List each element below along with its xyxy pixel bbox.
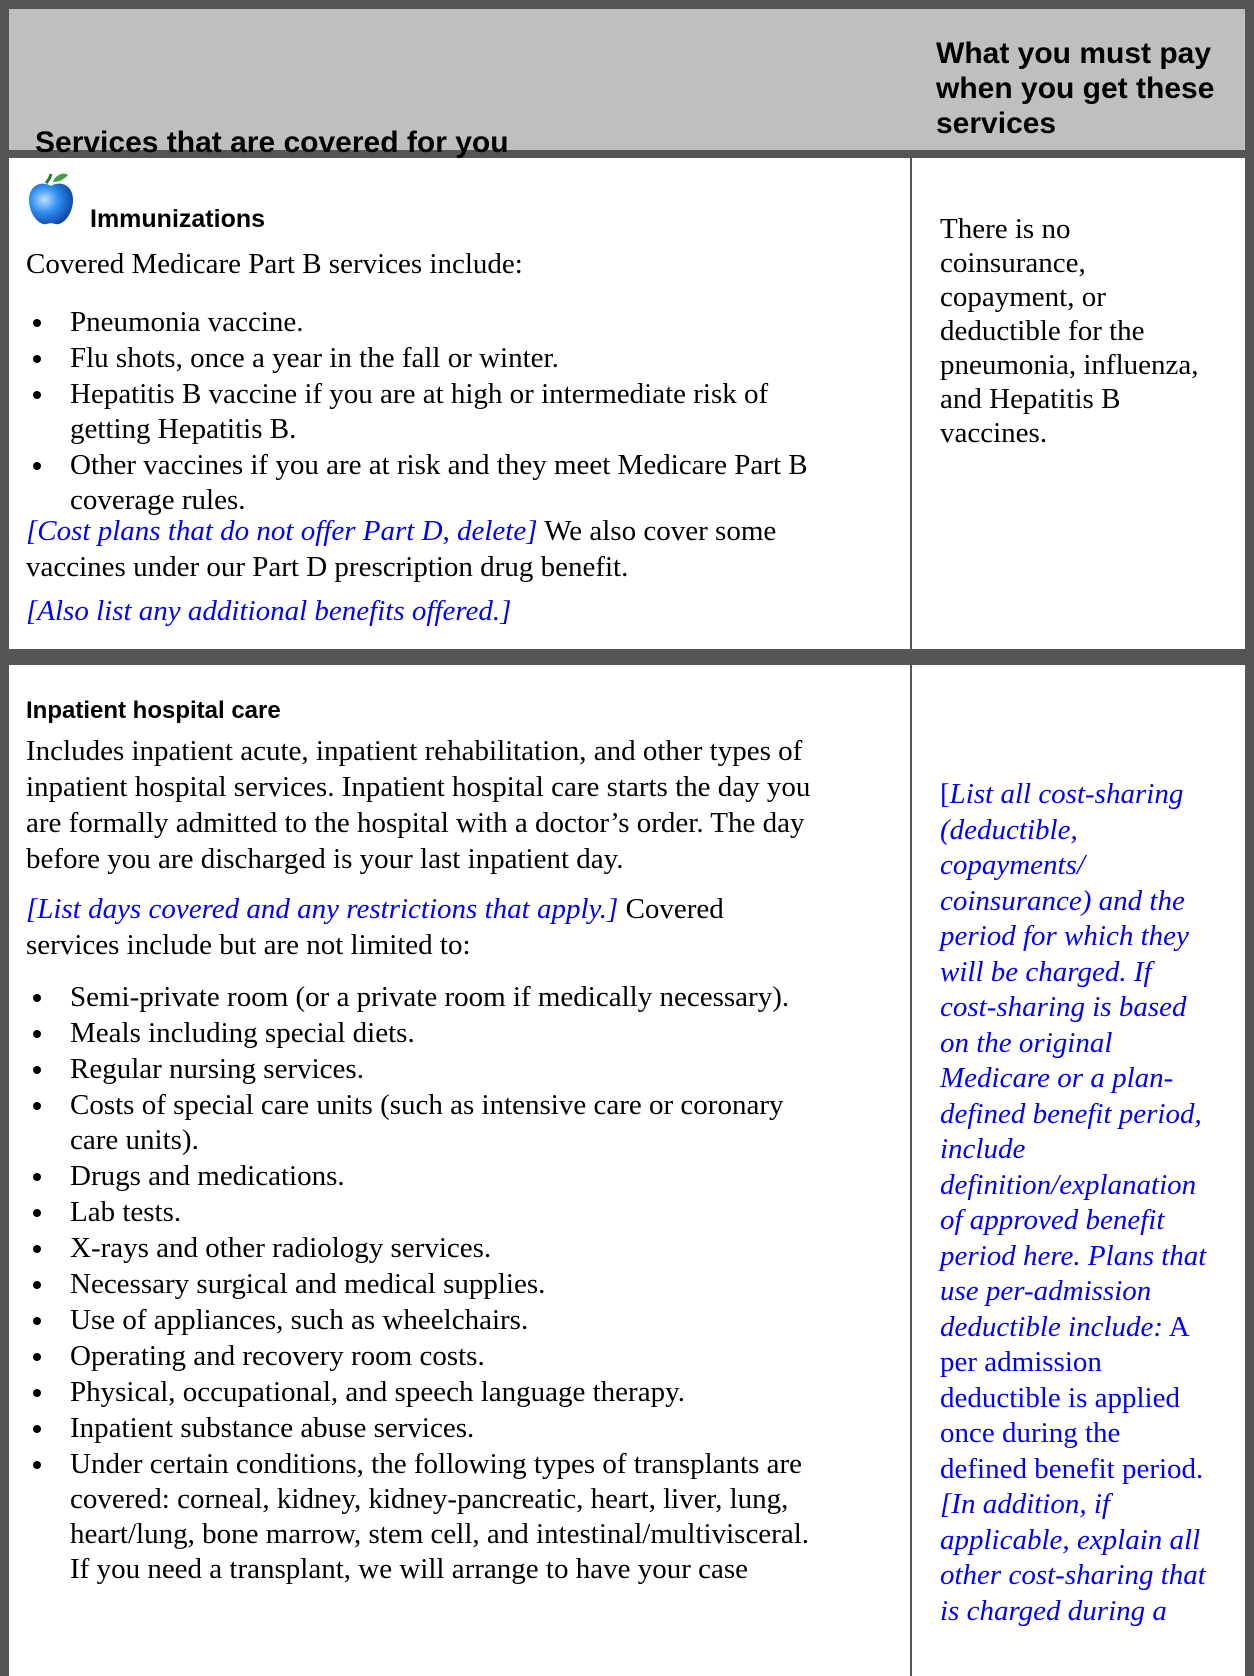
payment-line	[940, 1310, 1206, 1346]
bullet-dot	[33, 319, 41, 327]
payment-line: cost-sharing is based	[940, 991, 1187, 1023]
payment-line: per admission	[940, 1346, 1102, 1378]
payment-instruction: List all cost-sharing	[949, 778, 1184, 810]
immunizations-bullet: Other vaccines if you are at risk and they meet Medicare Part B	[70, 449, 808, 481]
bullet-dot	[33, 1102, 41, 1110]
payment-line: use per-admission	[940, 1275, 1152, 1307]
header-payment-line: What you must pay	[936, 37, 1212, 70]
inpatient-heading: Inpatient hospital care	[26, 697, 281, 724]
payment-line: period for which they	[940, 920, 1189, 952]
payment-line: on the original	[940, 1026, 1113, 1059]
payment-line: Medicare or a plan-	[940, 1062, 1174, 1094]
inpatient-bullet: Lab tests.	[70, 1196, 182, 1228]
payment-line: copayments/	[940, 849, 1085, 881]
part-d-note-instruction: [Cost plans that do not offer Part D, delete]	[26, 515, 538, 547]
inpatient-bullet: Use of appliances, such as wheelchairs.	[70, 1304, 529, 1336]
payment-text: A	[1163, 1310, 1190, 1343]
header-services-label: Services that are covered for you	[35, 126, 509, 159]
inpatient-bullet: Costs of special care units (such as intensive care or coronary	[70, 1089, 784, 1121]
immunizations-bullet-cont: coverage rules.	[70, 484, 246, 516]
inpatient-bullet: X-rays and other radiology services.	[70, 1232, 492, 1264]
bullet-dot	[33, 1066, 41, 1074]
immunizations-bullet-cont: getting Hepatitis B.	[70, 413, 297, 445]
part-d-note-cont: vaccines under our Part D prescription drug benefit.	[26, 551, 629, 583]
bullet-dot	[33, 1173, 41, 1181]
payment-line: is charged during a	[940, 1594, 1167, 1627]
inpatient-list-intro	[26, 891, 724, 927]
bullet-dot	[33, 1209, 41, 1217]
part-d-note-text: We also cover some	[537, 515, 777, 547]
payment-line: of approved benefit	[940, 1204, 1165, 1236]
header-payment-line: when you get these	[936, 72, 1215, 105]
payment-line: deductible for the	[940, 315, 1145, 347]
immunizations-intro: Covered Medicare Part B services include:	[26, 248, 523, 280]
payment-line: defined benefit period.	[940, 1452, 1204, 1485]
payment-line: applicable, explain all	[940, 1523, 1201, 1556]
bullet-dot	[33, 1245, 41, 1253]
inpatient-bullet: Necessary surgical and medical supplies.	[70, 1268, 546, 1300]
inpatient-bullet-cont: covered: corneal, kidney, kidney-pancreatic, heart, liver, lung,	[70, 1483, 789, 1515]
row-separator	[9, 649, 1245, 665]
inpatient-bullet: Under certain conditions, the following types of transplants are	[70, 1448, 803, 1480]
inpatient-bullet: Regular nursing services.	[70, 1053, 364, 1085]
immunizations-bullet: Pneumonia vaccine.	[70, 306, 304, 338]
bullet-dot	[33, 1425, 41, 1433]
additional-benefits-note: [Also list any additional benefits offered.]	[26, 595, 512, 627]
payment-line: other cost-sharing that	[940, 1559, 1206, 1591]
description-line: are formally admitted to the hospital with a doctor’s order. The day	[26, 807, 805, 839]
bullet-dot	[33, 462, 41, 470]
payment-line: definition/explanation	[940, 1168, 1197, 1201]
payment-line: once during the	[940, 1417, 1121, 1449]
payment-line: (deductible,	[940, 813, 1078, 846]
column-divider	[910, 158, 912, 649]
inpatient-bullet-cont: If you need a transplant, we will arrange to have your case	[70, 1553, 749, 1585]
bullet-dot	[33, 355, 41, 363]
payment-line: and Hepatitis B	[940, 383, 1121, 415]
payment-line: copayment, or	[940, 281, 1106, 313]
apple-icon	[26, 172, 76, 226]
bullet-dot	[33, 1389, 41, 1397]
payment-line: coinsurance) and the	[940, 884, 1185, 917]
inpatient-bullet-cont: care units).	[70, 1124, 199, 1156]
payment-line: deductible is applied	[940, 1381, 1180, 1414]
bullet-dot	[33, 1030, 41, 1038]
inpatient-bullet: Inpatient substance abuse services.	[70, 1412, 475, 1444]
bullet-dot	[33, 994, 41, 1002]
payment-line: will be charged. If	[940, 955, 1152, 988]
bullet-dot	[33, 391, 41, 399]
payment-line: [In addition, if	[940, 1488, 1110, 1520]
description-line: Includes inpatient acute, inpatient rehabilitation, and other types of	[26, 735, 803, 767]
immunizations-bullet: Flu shots, once a year in the fall or winter.	[70, 342, 559, 374]
bullet-dot	[33, 1461, 41, 1469]
payment-instruction: deductible include:	[940, 1310, 1164, 1343]
inpatient-bullet: Operating and recovery room costs.	[70, 1340, 485, 1372]
inpatient-list-intro-cont: services include but are not limited to:	[26, 929, 471, 961]
inpatient-bullet: Semi-private room (or a private room if medically necessary).	[70, 981, 790, 1013]
part-d-note	[26, 513, 776, 549]
inpatient-bullet: Drugs and medications.	[70, 1160, 345, 1192]
list-days-instruction: [List days covered and any restrictions that apply.]	[26, 893, 619, 925]
list-intro-text: Covered	[618, 893, 724, 925]
immunizations-heading: Immunizations	[90, 205, 266, 233]
inpatient-bullet: Meals including special diets.	[70, 1017, 415, 1049]
description-line: before you are discharged is your last inpatient day.	[26, 843, 624, 875]
description-line: inpatient hospital services. Inpatient hospital care starts the day you	[26, 771, 811, 803]
payment-line	[940, 777, 1206, 813]
bullet-dot	[33, 1353, 41, 1361]
table-header	[9, 9, 1245, 158]
column-divider	[910, 665, 912, 1676]
bullet-dot	[33, 1317, 41, 1325]
inpatient-description	[26, 733, 810, 877]
inpatient-payment	[940, 777, 1206, 1629]
payment-line: pneumonia, influenza,	[940, 349, 1199, 381]
payment-line: include	[940, 1133, 1026, 1165]
immunizations-payment	[940, 212, 1199, 450]
payment-line: There is no	[940, 213, 1071, 245]
bracket-text: [	[940, 778, 950, 810]
immunizations-bullet: Hepatitis B vaccine if you are at high or intermediate risk of	[70, 378, 769, 410]
bullet-dot	[33, 1281, 41, 1289]
payment-line: vaccines.	[940, 417, 1048, 449]
inpatient-bullet-cont: heart/lung, bone marrow, stem cell, and intestinal/multivisceral.	[70, 1518, 810, 1550]
inpatient-bullet: Physical, occupational, and speech language therapy.	[70, 1376, 685, 1408]
header-payment-line: services	[936, 107, 1057, 140]
payment-line: coinsurance,	[940, 247, 1086, 279]
payment-line: period here. Plans that	[940, 1239, 1207, 1272]
payment-line: defined benefit period,	[940, 1097, 1202, 1130]
header-payment-label	[936, 36, 1236, 141]
